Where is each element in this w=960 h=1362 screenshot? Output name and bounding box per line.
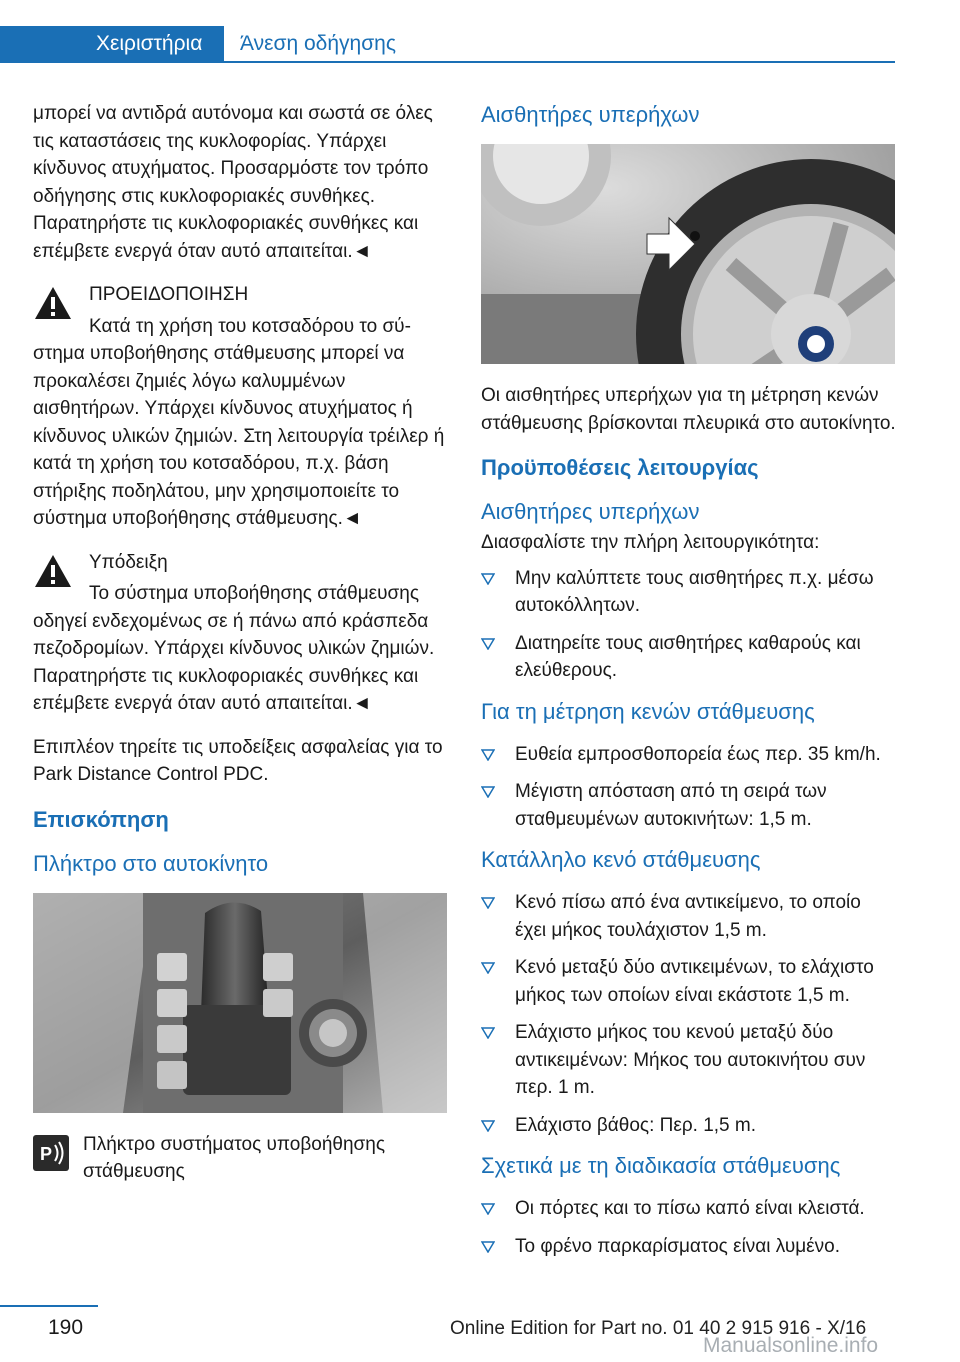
heading-button-in-vehicle: Πλήκτρο στο αυτοκίνητο xyxy=(33,850,269,876)
sensors-caption: Οι αισθητήρες υπερήχων για τη μέτρηση κενών στάθμευσης βρίσκονται πλευρικά στο αυτοκίνητο. xyxy=(481,385,896,434)
list-item: Ελάχιστο μήκος του κενού μεταξύ δύο αντικειμένων: Μήκος του αυτοκινήτου συν περ. 1 m. xyxy=(481,1019,897,1102)
triangle-bullet-icon xyxy=(481,749,495,761)
heading-prerequisites: Προϋποθέσεις λειτουργίας xyxy=(481,455,759,480)
space-bullet-list xyxy=(481,889,897,1139)
park-assist-button-icon xyxy=(33,1135,69,1171)
page-number: 190 xyxy=(48,1316,84,1339)
list-item: Το φρένο παρκαρίσματος είναι λυμένο. xyxy=(481,1233,897,1261)
list-item: Οι πόρτες και το πίσω καπό είναι κλειστά. xyxy=(481,1195,897,1223)
triangle-bullet-icon xyxy=(481,1241,495,1253)
watermark: Manualsonline.info xyxy=(703,1334,879,1357)
list-item: Κενό μεταξύ δύο αντικειμένων, το ελάχιστο μήκος των οποίων είναι εκάστοτε 1,5 m. xyxy=(481,954,897,1009)
ensure-text: Διασφαλίστε την πλήρη λειτουργικότητα: xyxy=(481,532,820,553)
list-item: Ευθεία εμπροσθοπορεία έως περ. 35 km/h. xyxy=(481,741,897,769)
pdc-button-legend xyxy=(33,1131,449,1186)
process-bullet-list xyxy=(481,1195,897,1260)
warning-title: ΠΡΟΕΙΔΟΠΟΙΗΣΗ xyxy=(89,284,249,305)
warning-triangle-icon xyxy=(33,285,73,321)
list-item: Μην καλύπτετε τους αισθητήρες π.χ. μέσω αυτοκόλλητων. xyxy=(481,565,897,620)
triangle-bullet-icon xyxy=(481,1203,495,1215)
right-column xyxy=(481,100,897,1272)
heading-parking-procedure: Σχετικά με τη διαδικασία στάθμευσης xyxy=(481,1153,841,1178)
triangle-bullet-icon xyxy=(481,573,495,585)
triangle-bullet-icon xyxy=(481,1120,495,1132)
list-item: Κενό πίσω από ένα αντικείμενο, το οποίο έχει μήκος τουλάχιστον 1,5 m. xyxy=(481,889,897,944)
list-item: Ελάχιστο βάθος: Περ. 1,5 m. xyxy=(481,1112,897,1140)
triangle-bullet-icon xyxy=(481,786,495,798)
left-column xyxy=(33,100,449,1202)
pdc-button-caption: Πλήκτρο συστήματος υποβοήθησης στάθμευσης xyxy=(83,1133,385,1182)
heading-ultrasonic-sensors-2: Αισθητήρες υπερήχων xyxy=(481,499,700,524)
intro-paragraph: μπορεί να αντιδρά αυτόνομα και σωστά σε όλες τις καταστάσεις της κυκλοφορίας. Υπάρχει κίνδυνος ατυχήματος. Προσαρμόστε τον τρόπο οδήγησης στις κυκλοφοριακές συνθήκες. Παρατηρήστε τις κυκλοφοριακές συνθήκες και επέμβετε ενεργά όταν αυτό απαιτείται.◄ xyxy=(33,103,433,262)
header-rule xyxy=(0,61,895,63)
heading-suitable-space: Κατάλληλο κενό στάθμευσης xyxy=(481,847,761,872)
note-title: Υπόδειξη xyxy=(89,551,168,573)
sensor-bullet-list xyxy=(481,565,897,685)
heading-overview: Επισκόπηση xyxy=(33,806,169,832)
measure-bullet-list xyxy=(481,741,897,834)
note-body: οδηγεί ενδεχομένως σε ή πάνω από κράσπεδα πεζοδρομίων. Υπάρχει κίνδυνος υλικών ζημιών. Παρατηρήστε τις κυκλοφοριακές συνθήκες και επέμβετε ενεργά όταν αυτό απαιτείται.◄ xyxy=(33,610,435,714)
page-number-rule xyxy=(0,1305,98,1307)
wheel-sensor-photo xyxy=(481,144,895,364)
section-tab-controls: Χειριστήρια xyxy=(0,26,224,62)
svg-text:P: P xyxy=(40,1143,53,1164)
warning-triangle-icon xyxy=(33,553,73,589)
center-console-photo xyxy=(33,893,447,1113)
extra-safety-paragraph: Επιπλέον τηρείτε τις υποδείξεις ασφαλείας για το Park Distance Control PDC. xyxy=(33,736,443,785)
note-first-line: Το σύστημα υποβοήθησης στάθμευσης xyxy=(89,583,419,604)
triangle-bullet-icon xyxy=(481,1027,495,1039)
triangle-bullet-icon xyxy=(481,897,495,909)
heading-measuring-spaces: Για τη μέτρηση κενών στάθμευσης xyxy=(481,698,815,724)
heading-ultrasonic-sensors: Αισθητήρες υπερήχων xyxy=(481,102,700,127)
warning-first-line: Κατά τη χρήση του κοτσαδόρου το σύ- xyxy=(89,315,411,337)
warning-block-curb xyxy=(33,549,449,718)
warning-body: στημα υποβοήθησης στάθμευσης μπορεί να προκαλέσει ζημιές λόγω καλυμμένων αισθητήρων. Υπάρχει κίνδυνος ατυχήματος ή κίνδυνος υλικών ζημιών. Στη λειτουργία τρέιλερ ή κατά τη χρήση του κοτσαδόρου, π.χ. βάση στήριξης ποδηλάτου, μην χρησιμοποιείτε το σύστημα υποβοήθησης στάθμευσης.◄ xyxy=(33,343,445,529)
triangle-bullet-icon xyxy=(481,962,495,974)
list-item: Διατηρείτε τους αισθητήρες καθαρούς και ελεύθερους. xyxy=(481,630,897,685)
triangle-bullet-icon xyxy=(481,638,495,650)
section-tab-driving-comfort: Άνεση οδήγησης xyxy=(240,32,396,55)
edition-footer: Online Edition for Part no. 01 40 2 915 916 - X/16 xyxy=(450,1318,867,1339)
warning-block-hitch xyxy=(33,281,449,533)
page-header xyxy=(0,0,960,62)
list-item: Μέγιστη απόσταση από τη σειρά των σταθμευμένων αυτοκινήτων: 1,5 m. xyxy=(481,778,897,833)
